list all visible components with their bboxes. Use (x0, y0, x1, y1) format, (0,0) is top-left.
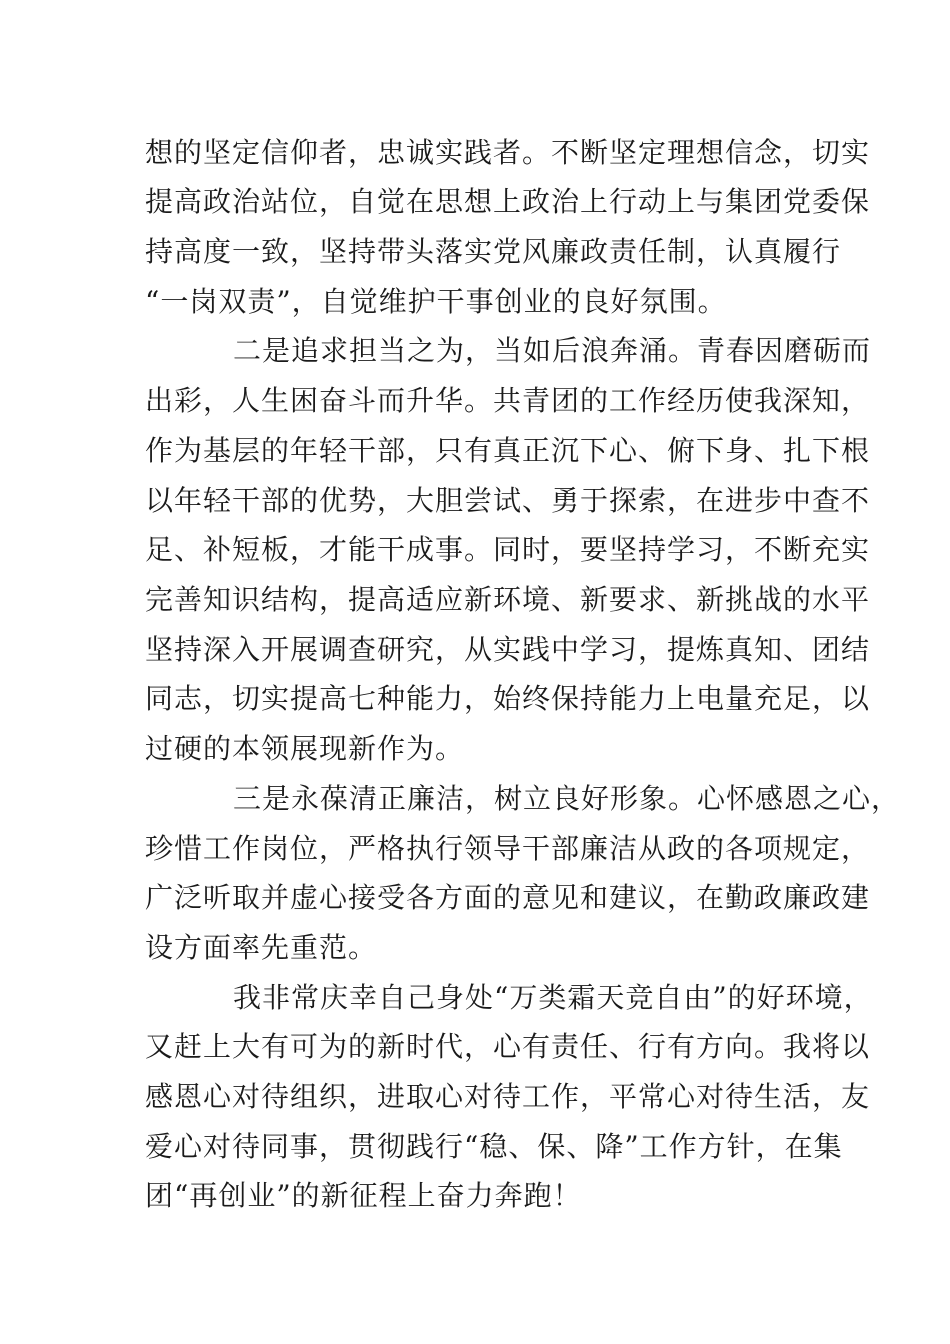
text-line: 过硬的本领展现新作为。 (145, 732, 465, 765)
paragraph-start-line: 三是永葆清正廉洁，树立良好形象。心怀感恩之心， (233, 782, 901, 815)
paragraph-start-line: 二是追求担当之为，当如后浪奔涌。青春因磨砺而 (233, 334, 872, 367)
text-line: 设方面率先重范。 (145, 931, 378, 964)
text-line: 想的坚定信仰者，忠诚实践者。不断坚定理想信念，切实 (145, 136, 871, 169)
text-line: 团“再创业”的新征程上奋力奔跑！ (145, 1179, 582, 1212)
text-line: “一岗双责”，自觉维护干事创业的良好氛围。 (145, 285, 727, 318)
text-line: 坚持深入开展调查研究，从实践中学习，提炼真知、团结 (145, 633, 871, 666)
text-line: 爱心对待同事，贯彻践行“稳、保、降”工作方针，在集 (145, 1130, 843, 1163)
text-line: 持高度一致，坚持带头落实党风廉政责任制，认真履行 (145, 235, 842, 268)
text-line: 同志，切实提高七种能力，始终保持能力上电量充足，以 (145, 682, 871, 715)
text-line: 感恩心对待组织，进取心对待工作，平常心对待生活，友 (145, 1080, 871, 1113)
text-line: 足、补短板，才能干成事。同时，要坚持学习，不断充实 (145, 533, 871, 566)
text-line: 以年轻干部的优势，大胆尝试、勇于探索，在进步中查不 (145, 484, 871, 517)
paragraph-start-line: 我非常庆幸自己身处“万类霜天竞自由”的好环境， (233, 981, 873, 1014)
text-line: 提高政治站位，自觉在思想上政治上行动上与集团党委保 (145, 185, 871, 218)
text-line: 珍惜工作岗位，严格执行领导干部廉洁从政的各项规定， (145, 832, 871, 865)
text-line: 作为基层的年轻干部，只有真正沉下心、俯下身、扎下根 (145, 434, 871, 467)
text-line: 又赶上大有可为的新时代，心有责任、行有方向。我将以 (145, 1030, 871, 1063)
text-line: 完善知识结构，提高适应新环境、新要求、新挑战的水平 (145, 583, 871, 616)
text-line: 广泛听取并虚心接受各方面的意见和建议，在勤政廉政建 (145, 881, 871, 914)
text-line: 出彩，人生困奋斗而升华。共青团的工作经历使我深知， (145, 384, 871, 417)
